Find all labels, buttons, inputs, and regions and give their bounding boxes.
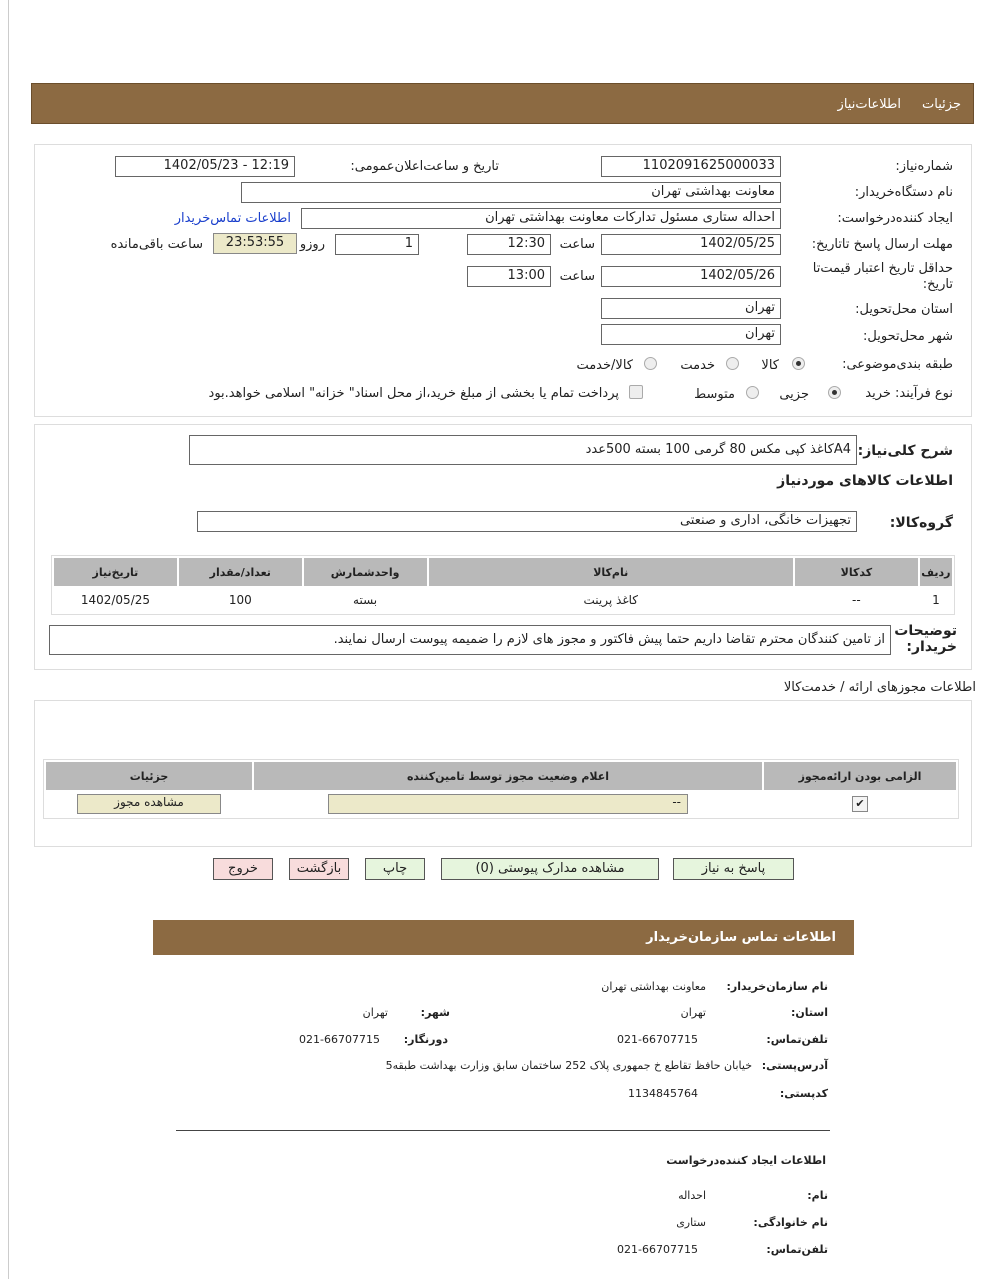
category-goods-service-radio[interactable] (644, 357, 657, 370)
creator-phone: 021-66707715 (617, 1243, 698, 1256)
contact-phone: 021-66707715 (617, 1033, 698, 1046)
buyer-notes-label: توضیحات خریدار: (894, 623, 957, 655)
validity-label: حداقل تاریخ اعتبار قیمت‌تا تاریخ: (812, 261, 953, 292)
contact-postal: 1134845764 (628, 1087, 698, 1100)
category-service-radio[interactable] (726, 357, 739, 370)
category-goods-service-label: کالا/خدمت (576, 358, 633, 373)
cell-unit: بسته (353, 593, 378, 607)
province-field: تهران (601, 298, 781, 319)
creator-phone-label: تلفن‌تماس: (766, 1243, 828, 1256)
buyer-notes-field: از تامین کنندگان محترم تقاضا داریم حتما پیش فاکتور و مجوز های لازم را ضمیمه پیوست ارسال نمایند. (49, 625, 891, 655)
cell-name: کاغذ پرینت (583, 593, 638, 607)
tab-need-info[interactable]: اطلاعات‌نیاز (837, 97, 901, 112)
contact-phone-label: تلفن‌تماس: (766, 1033, 828, 1046)
contact-fax: 021-66707715 (299, 1033, 380, 1046)
process-partial-radio[interactable] (828, 386, 841, 399)
days-label: روزو (299, 237, 325, 252)
summary-label: شرح کلی‌نیاز: (857, 443, 953, 459)
permits-table-wrapper (43, 759, 959, 819)
contact-title: اطلاعات تماس سازمان‌خریدار (646, 930, 836, 945)
cell-row: 1 (932, 593, 940, 607)
deadline-time-field: 12:30 (467, 234, 551, 255)
group-field: تجهیزات خانگی، اداری و صنعتی (197, 511, 857, 532)
col-details: جزئیات (46, 762, 252, 790)
deadline-label: مهلت ارسال پاسخ تا‌تاریخ: (811, 237, 953, 252)
permits-table-header (46, 762, 956, 790)
col-status: اعلام وضعیت مجوز توسط تامین‌کننده (254, 762, 762, 790)
contact-city-label: شهر: (420, 1006, 450, 1019)
goods-table (52, 556, 954, 614)
col-code: کدکالا (795, 558, 918, 586)
attachments-button[interactable]: مشاهده مدارک پیوستی (0) (441, 858, 659, 880)
print-button[interactable]: چاپ (365, 858, 425, 880)
contact-org-label: نام سازمان‌خریدار: (726, 980, 828, 993)
creator-family-label: نام خانوادگی: (753, 1216, 828, 1229)
need-info-panel (34, 144, 972, 417)
col-date: تاریخ‌نیاز (54, 558, 177, 586)
cell-status (254, 792, 762, 816)
contact-org: معاونت بهداشتی تهران (601, 980, 706, 993)
announce-field: 1402/05/23 - 12:19 (115, 156, 295, 177)
col-required: الزامی بودن ارائه‌مجوز (764, 762, 956, 790)
contact-address-label: آدرس‌پستی: (761, 1059, 828, 1072)
remaining-timer: 23:53:55 (213, 233, 297, 254)
group-label: گروه‌کالا: (889, 515, 953, 531)
col-row: ردیف (920, 558, 952, 586)
permits-table (44, 760, 958, 818)
col-qty: تعداد/مقدار (179, 558, 302, 586)
summary-field: A4کاغذ کپی مکس 80 گرمی 100 بسته 500عدد (189, 435, 857, 465)
need-number-label: شماره‌نیاز: (895, 159, 953, 174)
buyer-org-field: معاونت بهداشتی تهران (241, 182, 781, 203)
permit-status-field[interactable]: -- (328, 794, 688, 814)
permits-panel (34, 700, 972, 847)
remaining-label: ساعت باقی‌مانده (110, 237, 203, 252)
goods-info-title: اطلاعات کالاهای موردنیاز (777, 473, 953, 489)
col-unit: واحدشمارش (304, 558, 427, 586)
tab-details[interactable]: جزئیات (922, 97, 961, 112)
process-medium-radio[interactable] (746, 386, 759, 399)
table-row (54, 588, 952, 612)
category-service-label: خدمت (680, 358, 715, 373)
category-label: طبقه بندی‌موضوعی: (842, 357, 953, 372)
back-button[interactable]: بازگشت (289, 858, 349, 880)
view-permit-button[interactable]: مشاهده مجوز (77, 794, 221, 814)
table-row (46, 792, 956, 816)
permits-title: اطلاعات مجوزهای ارائه / خدمت‌کالا (783, 680, 976, 695)
validity-time-field: 13:00 (467, 266, 551, 287)
cell-code: -- (852, 593, 861, 607)
creator-label: ایجاد کننده‌درخواست: (837, 211, 953, 226)
creator-family: ستاری (676, 1216, 706, 1229)
city-label: شهر محل‌تحویل: (863, 329, 953, 344)
announce-label: تاریخ و ساعت‌اعلان‌عمومی: (350, 159, 499, 174)
treasury-checkbox[interactable] (629, 385, 643, 399)
process-label: نوع فرآیند: خرید (865, 386, 953, 401)
city-field: تهران (601, 324, 781, 345)
reply-button[interactable]: پاسخ به نیاز (673, 858, 794, 880)
creator-field: احداله ستاری مسئول تدارکات معاونت بهداشتی تهران (301, 208, 781, 229)
goods-table-header (54, 558, 952, 586)
buyer-contact-link[interactable]: اطلاعات تماس‌خریدار (174, 211, 291, 226)
col-name: نام‌کالا (429, 558, 793, 586)
contact-province: تهران (680, 1006, 706, 1019)
cell-required (764, 792, 956, 816)
contact-postal-label: کدپستی: (779, 1087, 828, 1100)
need-description-panel (34, 424, 972, 670)
contact-title-bar (153, 920, 854, 955)
creator-name: احداله (678, 1189, 706, 1202)
contact-address: خیابان حافظ تقاطع خ جمهوری پلاک 252 ساختمان سابق وزارت بهداشت طبقه5 (385, 1059, 752, 1072)
need-number-field: 1102091625000033 (601, 156, 781, 177)
creator-info-title: اطلاعات ایجاد کننده‌درخواست (666, 1154, 826, 1167)
process-medium-label: متوسط (694, 387, 735, 402)
category-goods-radio[interactable] (792, 357, 805, 370)
required-checkbox[interactable]: ✔ (852, 796, 868, 812)
province-label: استان محل‌تحویل: (855, 302, 953, 317)
cell-qty: 100 (228, 593, 252, 607)
contact-city: تهران (362, 1006, 388, 1019)
validity-date-field: 1402/05/26 (601, 266, 781, 287)
cell-date: 1402/05/25 (80, 593, 151, 607)
category-goods-label: کالا (761, 358, 779, 373)
goods-table-wrapper (51, 555, 955, 615)
cell-details (46, 792, 252, 816)
exit-button[interactable]: خروج (213, 858, 273, 880)
treasury-note: پرداخت تمام یا بخشی از مبلغ خرید،از محل اسناد" خزانه" اسلامی خواهد.بود (208, 386, 619, 401)
creator-name-label: نام: (807, 1189, 828, 1202)
deadline-date-field: 1402/05/25 (601, 234, 781, 255)
contact-divider (176, 1130, 830, 1131)
deadline-time-label: ساعت (559, 237, 595, 252)
title-bar (31, 83, 974, 124)
contact-province-label: استان: (791, 1006, 828, 1019)
process-partial-label: جزیی (779, 387, 809, 402)
buyer-org-label: نام دستگاه‌خریدار: (854, 185, 953, 200)
validity-time-label: ساعت (559, 269, 595, 284)
contact-fax-label: دورنگار: (403, 1033, 448, 1046)
days-field: 1 (335, 234, 419, 255)
page-left-border (8, 0, 9, 1279)
